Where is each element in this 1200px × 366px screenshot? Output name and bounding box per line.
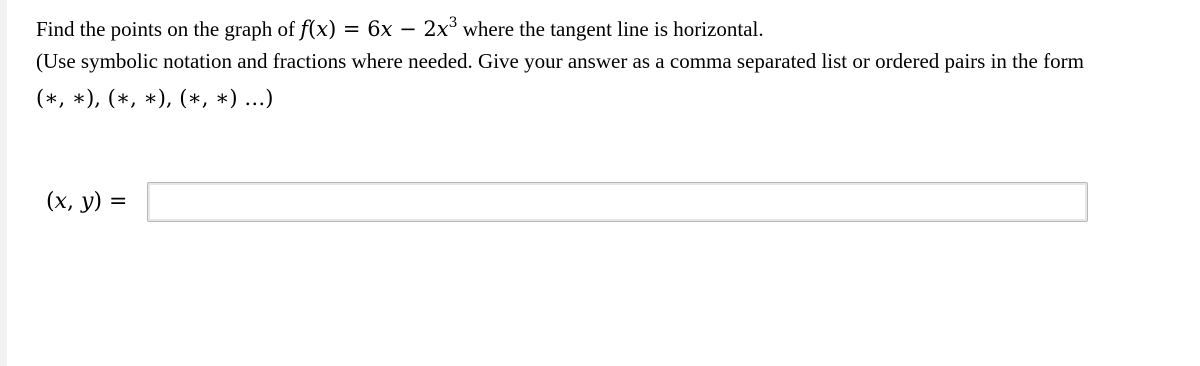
- question-text: [36, 16, 764, 42]
- answer-input[interactable]: [147, 182, 1088, 222]
- function-expression: $f(x) = 6x - 2x^3$: [300, 15, 458, 41]
- instructions-text: (Use symbolic notation and fractions where needed. Give your answer as a comma separated list or ordered pairs in the form: [36, 49, 1084, 73]
- question-suffix: where the tangent line is horizontal.: [457, 17, 764, 41]
- answer-row: [0, 180, 1200, 226]
- answer-format-text: (∗, ∗), (∗, ∗), (∗, ∗) …): [36, 86, 274, 110]
- answer-label: (x, y) =: [46, 189, 128, 214]
- question-prefix: Find the points on the graph of: [36, 17, 301, 41]
